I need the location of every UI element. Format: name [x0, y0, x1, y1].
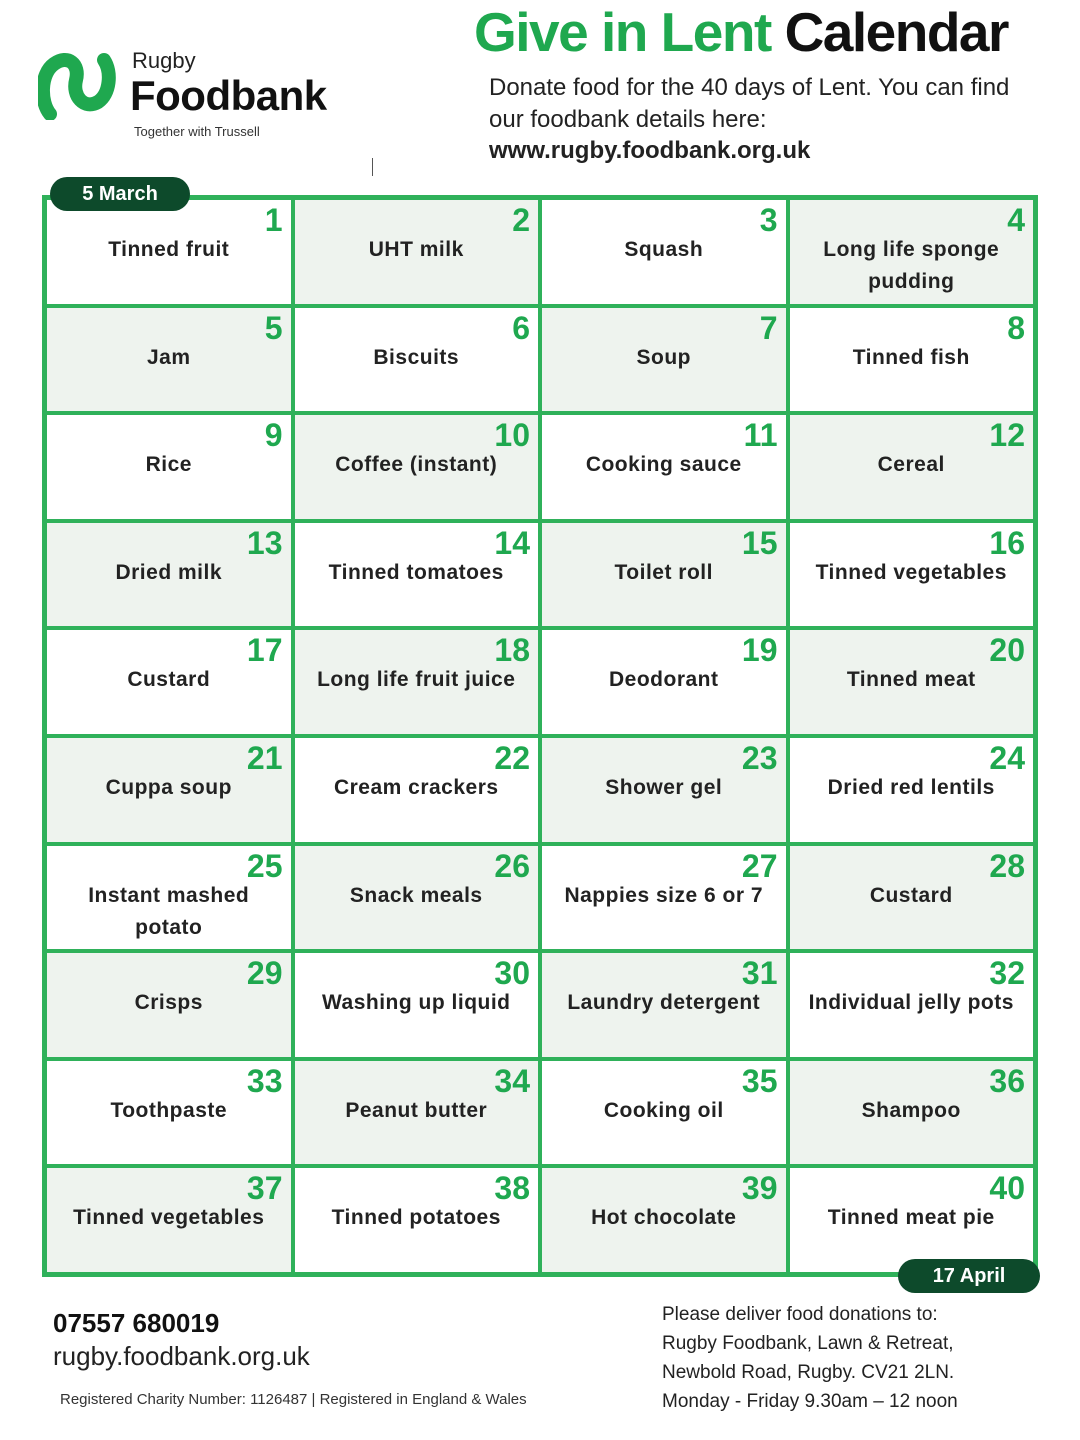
- calendar-day: [45, 844, 293, 952]
- calendar-day: [45, 736, 293, 844]
- day-item: Shampoo: [861, 1098, 961, 1122]
- day-number: 37: [246, 1170, 283, 1207]
- day-item: Peanut butter: [345, 1098, 488, 1122]
- day-number: 18: [494, 632, 530, 669]
- calendar-day: [788, 736, 1036, 844]
- day-item: UHT milk: [368, 238, 464, 261]
- intro-text: Donate food for the 40 days of Lent. You can find our foodbank details here:: [489, 74, 1010, 133]
- day-item: Custard: [127, 668, 211, 692]
- phone-number: 07557 680019: [53, 1308, 220, 1338]
- day-number: 4: [1007, 202, 1025, 238]
- calendar-day: [788, 521, 1036, 629]
- calendar-day: [293, 628, 541, 736]
- day-number: 30: [494, 955, 530, 992]
- delivery-info: [662, 1300, 1062, 1416]
- calendar-day: [293, 844, 541, 952]
- day-number: 23: [741, 739, 778, 776]
- calendar-day: [45, 951, 293, 1059]
- address-line-2: Newbold Road, Rugby. CV21 2LN.: [662, 1362, 955, 1383]
- day-item: Tinned vegetables: [815, 560, 1007, 584]
- day-item: Washing up liquid: [321, 991, 511, 1015]
- day-item: Tinned meat: [846, 668, 976, 692]
- calendar-day: [540, 844, 788, 952]
- calendar-day: [293, 1166, 541, 1274]
- day-number: 1: [264, 202, 283, 238]
- calendar-day: [293, 951, 541, 1059]
- calendar-day: [540, 521, 788, 629]
- calendar-day: [45, 306, 293, 414]
- day-number: 32: [989, 955, 1025, 992]
- day-number: 13: [246, 524, 283, 561]
- address-line-1: Rugby Foodbank, Lawn & Retreat,: [662, 1333, 954, 1354]
- day-item: Tinned fruit: [108, 238, 230, 261]
- day-item: Cuppa soup: [105, 775, 232, 799]
- calendar-day: [293, 521, 541, 629]
- calendar-day: [788, 1166, 1036, 1274]
- day-item: Long life sponge pudding: [823, 238, 1000, 293]
- day-item: Snack meals: [349, 883, 483, 907]
- day-number: 2: [512, 202, 530, 238]
- calendar-day: [45, 1059, 293, 1167]
- calendar-day: [540, 628, 788, 736]
- day-item: Tinned vegetables: [73, 1206, 265, 1230]
- calendar-day: [45, 521, 293, 629]
- day-item: Coffee (instant): [335, 453, 498, 477]
- day-number: 28: [989, 847, 1025, 884]
- day-item: Long life fruit juice: [317, 668, 516, 692]
- day-item: Toilet roll: [614, 560, 713, 584]
- day-item: Cooking sauce: [585, 453, 742, 477]
- calendar-day: [540, 951, 788, 1059]
- day-number: 9: [264, 417, 283, 454]
- day-item: Instant mashed potato: [88, 883, 250, 939]
- day-item: Shower gel: [605, 775, 723, 799]
- day-item: Cooking oil: [603, 1098, 724, 1122]
- logo-foodbank-text: Foodbank: [130, 72, 327, 119]
- calendar-day: [45, 628, 293, 736]
- day-number: 3: [759, 202, 778, 238]
- day-item: Dried milk: [115, 560, 223, 584]
- day-number: 20: [989, 632, 1025, 669]
- day-number: 29: [246, 955, 283, 992]
- title-black: Calendar: [784, 1, 1008, 63]
- day-item: Toothpaste: [110, 1098, 228, 1122]
- header-url-link[interactable]: www.rugby.foodbank.org.uk: [489, 137, 811, 164]
- day-item: Tinned meat pie: [827, 1206, 995, 1230]
- calendar-day: [293, 736, 541, 844]
- delivery-heading: Please deliver food donations to:: [662, 1304, 938, 1325]
- day-number: 38: [494, 1170, 530, 1207]
- day-number: 15: [741, 524, 778, 561]
- calendar-day: [540, 413, 788, 521]
- day-number: 11: [743, 417, 778, 454]
- day-item: Tinned fish: [852, 345, 970, 369]
- calendar-day: [540, 1059, 788, 1167]
- day-item: Nappies size 6 or 7: [564, 883, 764, 907]
- day-number: 35: [741, 1062, 778, 1099]
- start-date-badge: 5 March: [50, 177, 190, 211]
- calendar-day: [788, 951, 1036, 1059]
- day-item: Deodorant: [609, 668, 719, 692]
- day-number: 8: [1007, 309, 1025, 346]
- day-number: 12: [989, 417, 1025, 454]
- opening-hours: Monday - Friday 9.30am – 12 noon: [662, 1391, 958, 1412]
- day-number: 14: [494, 524, 530, 561]
- title-green: Give in Lent: [474, 1, 771, 63]
- day-number: 16: [989, 524, 1025, 561]
- day-number: 7: [759, 309, 778, 346]
- foodbank-logo: [38, 44, 358, 144]
- day-item: Rice: [145, 453, 192, 477]
- page-title: [474, 0, 1008, 64]
- divider-tick: [372, 158, 373, 176]
- day-number: 36: [989, 1062, 1025, 1099]
- day-number: 19: [741, 632, 778, 669]
- calendar-day: [788, 628, 1036, 736]
- day-item: Cream crackers: [333, 775, 499, 799]
- charity-registration: Registered Charity Number: 1126487 | Registered in England & Wales: [60, 1391, 527, 1408]
- day-item: Soup: [636, 345, 691, 369]
- day-item: Cereal: [877, 453, 945, 477]
- day-number: 17: [246, 632, 283, 669]
- day-number: 6: [512, 309, 530, 346]
- calendar-day: [293, 198, 541, 306]
- day-number: 27: [741, 847, 778, 884]
- logo-tagline: Together with Trussell: [134, 124, 260, 139]
- day-item: Tinned potatoes: [331, 1206, 501, 1230]
- lent-calendar-grid: [42, 195, 1038, 1277]
- logo-rugby-text: Rugby: [132, 48, 196, 73]
- day-number: 22: [494, 739, 530, 776]
- day-number: 40: [989, 1170, 1025, 1207]
- day-item: Custard: [869, 883, 953, 907]
- day-item: Biscuits: [373, 345, 460, 369]
- calendar-day: [45, 198, 293, 306]
- calendar-day: [45, 413, 293, 521]
- day-number: 31: [741, 955, 778, 992]
- day-number: 24: [989, 739, 1025, 776]
- day-number: 25: [246, 847, 283, 884]
- day-item: Individual jelly pots: [808, 991, 1014, 1015]
- day-number: 5: [264, 309, 283, 346]
- day-item: Hot chocolate: [591, 1206, 737, 1230]
- calendar-day: [293, 306, 541, 414]
- footer-website-link[interactable]: rugby.foodbank.org.uk: [53, 1341, 310, 1371]
- calendar-day: [788, 844, 1036, 952]
- calendar-day: [788, 1059, 1036, 1167]
- calendar-day: [45, 1166, 293, 1274]
- day-item: Laundry detergent: [567, 991, 761, 1015]
- calendar-day: [788, 413, 1036, 521]
- day-item: Dried red lentils: [827, 775, 995, 799]
- end-date-badge: 17 April: [898, 1259, 1040, 1293]
- calendar-day: [293, 1059, 541, 1167]
- foodbank-logo-icon: [38, 52, 118, 120]
- day-number: 21: [246, 739, 283, 776]
- calendar-day: [293, 413, 541, 521]
- day-number: 26: [494, 847, 530, 884]
- calendar-day: [540, 1166, 788, 1274]
- calendar-day: [540, 306, 788, 414]
- calendar-day: [788, 198, 1036, 306]
- day-item: Crisps: [134, 991, 203, 1015]
- calendar-day: [540, 736, 788, 844]
- calendar-day: [788, 306, 1036, 414]
- day-number: 33: [246, 1062, 283, 1099]
- day-item: Squash: [624, 238, 704, 261]
- day-number: 39: [741, 1170, 778, 1207]
- day-number: 34: [494, 1062, 530, 1099]
- day-number: 10: [494, 417, 530, 454]
- day-item: Tinned tomatoes: [328, 560, 504, 584]
- calendar-day: [540, 198, 788, 306]
- day-item: Jam: [146, 345, 191, 369]
